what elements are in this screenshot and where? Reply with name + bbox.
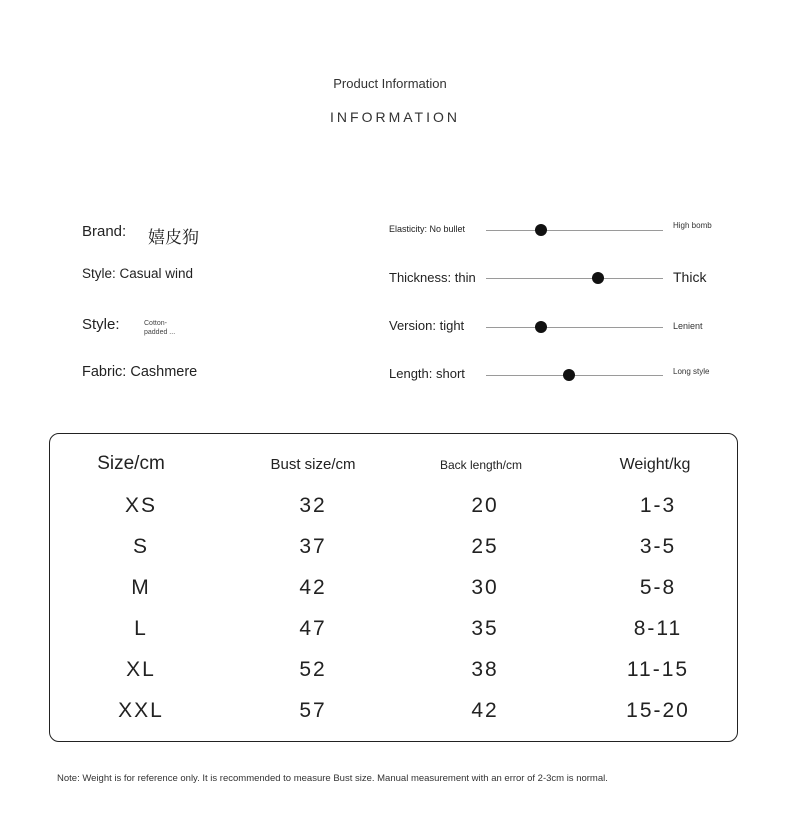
slider-thumb: [535, 224, 547, 236]
slider-thumb: [563, 369, 575, 381]
size-table: [49, 433, 738, 742]
table-cell-weight: 3-5: [639, 535, 677, 558]
table-cell-bust: 42: [299, 576, 327, 599]
slider-track: [486, 230, 663, 231]
table-cell-bust: 52: [299, 658, 327, 681]
table-cell-back-length: 25: [471, 535, 499, 558]
table-cell-bust: 32: [299, 494, 327, 517]
brand-label: Brand:: [82, 223, 127, 240]
table-cell-weight: 1-3: [639, 494, 677, 517]
table-cell-back-length: 35: [471, 617, 499, 640]
table-cell-size: L: [134, 617, 148, 640]
fabric: Fabric: Cashmere: [82, 364, 198, 380]
footnote: Note: Weight is for reference only. It is recommended to measure Bust size. Manual measurement with an error of 2-3cm is normal.: [57, 773, 608, 784]
header-subtitle: Product Information: [333, 76, 447, 91]
table-cell-weight: 8-11: [633, 617, 683, 640]
slider-label: Thickness: thin: [389, 270, 476, 285]
table-cell-size: S: [132, 535, 150, 558]
table-cell-back-length: 42: [471, 699, 499, 722]
slider-track: [486, 278, 663, 279]
table-header-bust: Bust size/cm: [270, 456, 356, 473]
table-cell-size: XL: [126, 658, 156, 681]
style-casual: Style: Casual wind: [82, 266, 194, 281]
style-label: Style:: [82, 316, 120, 333]
table-cell-size: XS: [124, 494, 158, 517]
slider-end-label: Lenient: [673, 321, 703, 331]
slider-thumb: [535, 321, 547, 333]
slider-label: Elasticity: No bullet: [389, 224, 466, 234]
table-cell-bust: 37: [299, 535, 327, 558]
slider-end-label: Thick: [673, 269, 707, 285]
table-header-weight: Weight/kg: [619, 456, 691, 473]
table-cell-size: XXL: [118, 699, 164, 722]
style-value: Cotton-padded ...: [144, 320, 176, 336]
header-title: INFORMATION: [330, 109, 460, 125]
slider-thumb: [592, 272, 604, 284]
slider-track: [486, 327, 663, 328]
slider-track: [486, 375, 663, 376]
slider-end-label: Long style: [673, 367, 710, 376]
slider-label: Version: tight: [389, 318, 465, 333]
table-cell-weight: 5-8: [639, 576, 677, 599]
table-cell-back-length: 20: [471, 494, 499, 517]
table-cell-back-length: 38: [471, 658, 499, 681]
table-header-size: Size/cm: [97, 453, 165, 474]
table-cell-weight: 15-20: [626, 699, 690, 722]
brand-value: 嬉皮狗: [148, 228, 199, 247]
table-cell-size: M: [131, 576, 151, 599]
table-cell-bust: 57: [299, 699, 327, 722]
table-cell-weight: 11-15: [626, 658, 690, 681]
slider-label: Length: short: [389, 366, 465, 381]
table-header-back-length: Back length/cm: [439, 458, 523, 472]
slider-end-label: High bomb: [673, 221, 712, 230]
table-cell-back-length: 30: [471, 576, 499, 599]
table-cell-bust: 47: [299, 617, 327, 640]
